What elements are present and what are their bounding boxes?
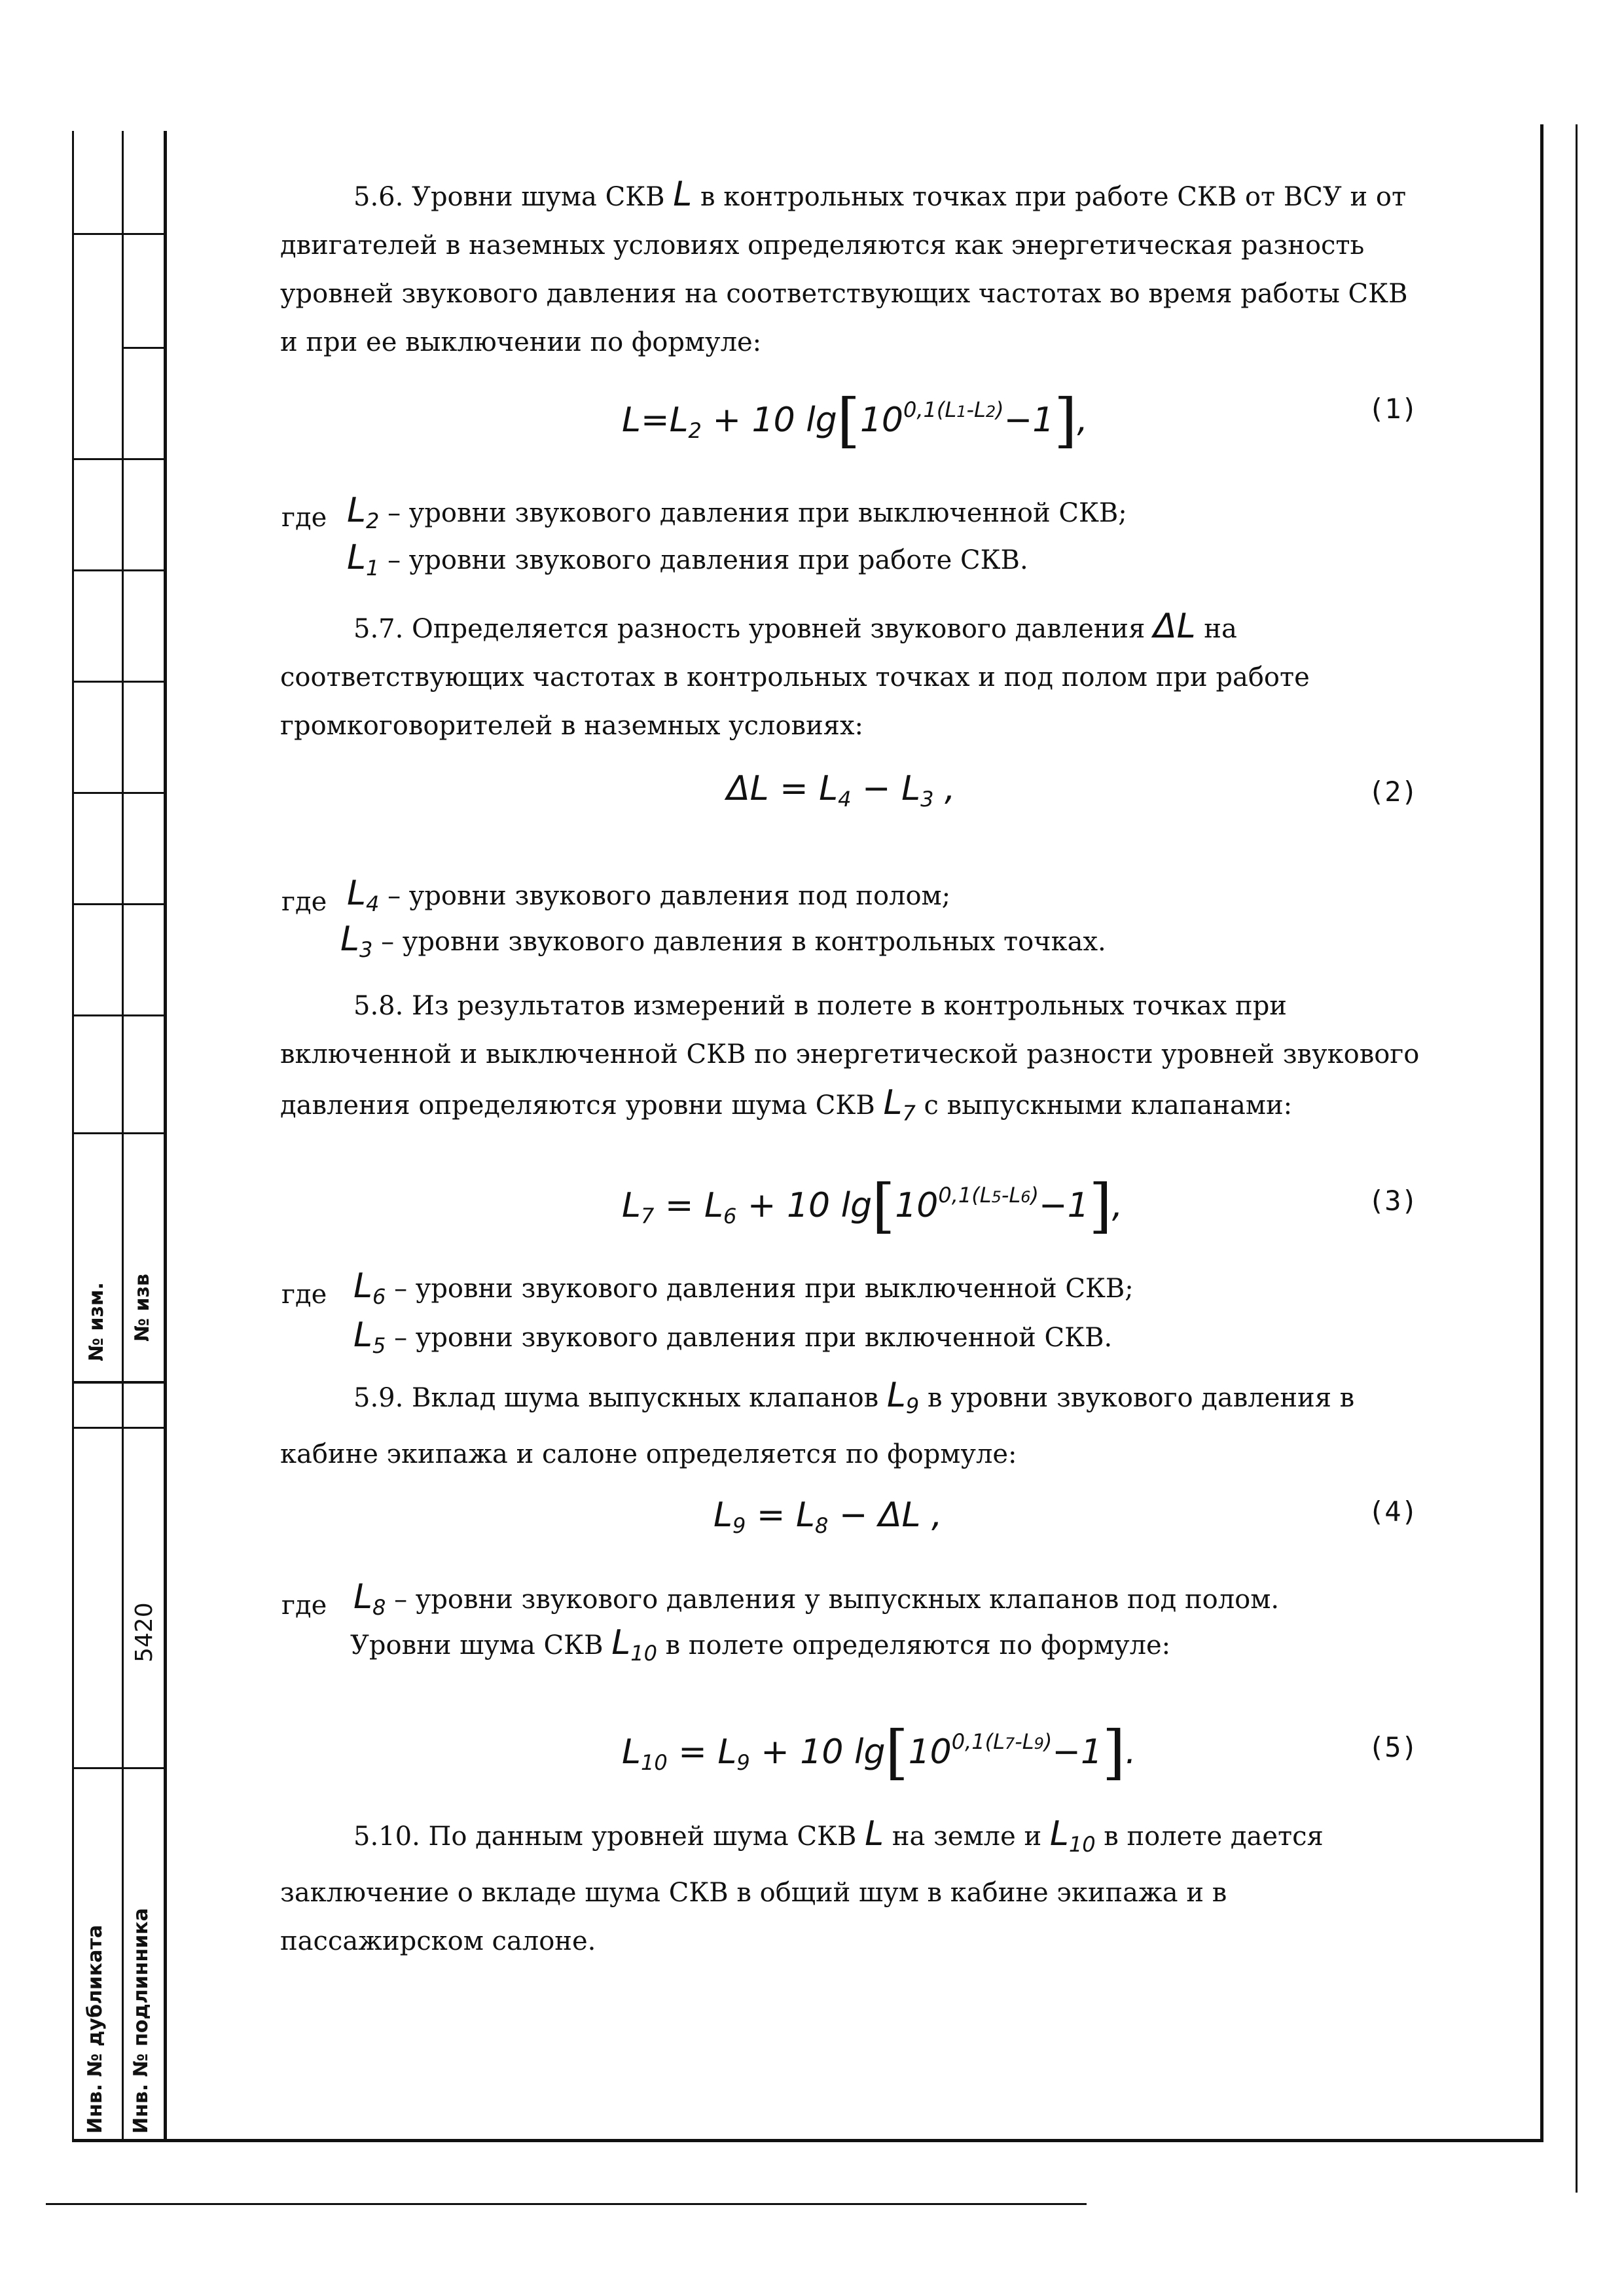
p59-text-start: 5.9. Вклад шума выпускных клапанов xyxy=(353,1383,879,1413)
f1-bracket-open: [ xyxy=(837,386,860,455)
w3b-sym: L xyxy=(353,1316,372,1355)
f5-exp-end: ) xyxy=(1043,1729,1053,1754)
formula-5 xyxy=(622,1718,1136,1787)
where-row-4a xyxy=(353,1577,1279,1620)
f2-end: , xyxy=(933,769,956,808)
formula-3 xyxy=(622,1172,1123,1240)
w3a-sub: 6 xyxy=(372,1284,386,1309)
w3b-sub: 5 xyxy=(372,1333,386,1358)
where-label-4: где xyxy=(281,1590,327,1621)
w2b-sym: L xyxy=(340,920,359,959)
w1b-sym: L xyxy=(347,538,366,577)
paragraph-5-9-continued xyxy=(350,1623,1170,1666)
f4-a-sub: 8 xyxy=(814,1513,829,1538)
w2a-sub: 4 xyxy=(365,891,380,916)
stamp-rule xyxy=(72,1014,164,1016)
f5-minus-one: −1 xyxy=(1052,1732,1103,1772)
f5-exp-sub2: 9 xyxy=(1034,1734,1044,1753)
f5-exponent xyxy=(952,1729,1053,1754)
f1-exp-sub2: 2 xyxy=(985,403,996,421)
stamp-rule xyxy=(122,347,164,349)
symbol-delta-L: ΔL xyxy=(1153,607,1196,646)
stamp-rule xyxy=(72,681,164,683)
stamp-rule xyxy=(72,903,164,905)
equation-number-1: (1) xyxy=(1368,393,1418,425)
w3a-sym: L xyxy=(353,1266,372,1306)
f3-exponent xyxy=(938,1183,1039,1208)
paragraph-5-9 xyxy=(280,1371,1432,1479)
f3-lhs-sub: 7 xyxy=(640,1204,655,1229)
f5-exp-mid: -L xyxy=(1015,1729,1034,1754)
f1-bracket-close: ] xyxy=(1054,386,1077,455)
equation-number-3: (3) xyxy=(1368,1185,1418,1217)
p510-text-end: в полете дается заключение о вкладе шума СКВ в общий шум в кабине экипажа и в пассажирском салоне. xyxy=(280,1821,1324,1956)
symbol-L7: L xyxy=(883,1083,903,1122)
f5-eq: = L xyxy=(667,1732,737,1772)
paragraph-5-7 xyxy=(280,602,1432,750)
f1-minus-one: −1 xyxy=(1003,401,1055,440)
frame-left-main xyxy=(164,131,167,2140)
p58-text-start: 5.8. Из результатов измерений в полете в контрольных точках при включенной и выключенной СКВ по энергетической разности уровней звукового давления определяются уровни шума СКВ xyxy=(280,991,1420,1121)
where-row-1a xyxy=(347,491,1127,533)
w2b-sub: 3 xyxy=(359,937,373,962)
f2-mid: − L xyxy=(851,769,921,808)
where-label-2: где xyxy=(281,887,327,917)
formula-4 xyxy=(713,1496,943,1538)
equation-number-2: (2) xyxy=(1368,776,1418,808)
symbol-L10: L xyxy=(611,1623,631,1662)
p58-text-end: с выпускными клапанами: xyxy=(924,1090,1293,1121)
f5-a-sub: 9 xyxy=(736,1750,750,1775)
w4a-text: – уровни звукового давления у выпускных клапанов под полом. xyxy=(394,1585,1280,1615)
f3-exp-sub1: 5 xyxy=(991,1188,1001,1206)
symbol-L10-sub: 10 xyxy=(1068,1832,1096,1857)
stamp-podl-number: 5420 xyxy=(131,1602,158,1662)
f4-rest: − ΔL , xyxy=(828,1496,943,1535)
where-row-3a xyxy=(353,1266,1134,1309)
w4a-sub: 8 xyxy=(372,1595,386,1620)
w1a-sym: L xyxy=(347,491,366,530)
f5-exp-start: 0,1(L xyxy=(951,1729,1005,1754)
f1-exponent xyxy=(903,397,1004,422)
symbol-L: L xyxy=(865,1814,884,1854)
stamp-label-podl: Инв. № подлинника xyxy=(130,1908,153,2134)
where-row-2b xyxy=(340,920,1106,962)
f1-exp-end: ) xyxy=(996,397,1004,422)
f4-lhs-sub: 9 xyxy=(732,1513,746,1538)
w2b-text: – уровни звукового давления в контрольных точках. xyxy=(381,927,1106,957)
f4-eq: = L xyxy=(746,1496,815,1535)
f3-exp-sub2: 6 xyxy=(1020,1188,1031,1206)
stamp-rule xyxy=(72,458,164,460)
f3-exp-start: 0,1(L xyxy=(938,1183,992,1208)
f3-exp-end: ) xyxy=(1030,1183,1039,1208)
p56-text-end: в контрольных точках при работе СКВ от ВСУ и от двигателей в наземных условиях определяются как энергетическая разность уровней звукового давления на соответствующих частотах во время работы СКВ и при ее выключении по формуле: xyxy=(280,182,1408,357)
f4-lhs: L xyxy=(713,1496,732,1535)
w1a-text: – уровни звукового давления при выключенной СКВ; xyxy=(388,498,1127,528)
f1-lhs: L xyxy=(622,401,641,440)
f3-eq: = L xyxy=(654,1186,723,1225)
w2a-text: – уровни звукового давления под полом; xyxy=(388,881,951,911)
symbol-L10-sub: 10 xyxy=(630,1641,657,1666)
stamp-label-izv: № изв xyxy=(131,1274,154,1342)
f5-lg: + 10 lg xyxy=(749,1732,886,1772)
f1-exp-mid: -L xyxy=(966,397,986,422)
f3-lhs: L xyxy=(622,1186,641,1225)
p59-text-end: в уровни звукового давления в кабине экипажа и салоне определяется по формуле: xyxy=(280,1383,1355,1469)
where-label-1: где xyxy=(281,503,327,533)
f3-lg: + 10 lg xyxy=(736,1186,873,1225)
f1-exp-start: 0,1(L xyxy=(903,397,957,422)
w2a-sym: L xyxy=(347,874,366,913)
f1-exp-sub1: 1 xyxy=(956,403,967,421)
frame-left-mid xyxy=(122,131,124,2140)
where-row-2a xyxy=(347,874,950,916)
page-bottom-rule xyxy=(46,2203,1087,2205)
f3-base: 10 xyxy=(895,1186,939,1225)
f1-a-sub: 2 xyxy=(688,418,702,443)
w3a-text: – уровни звукового давления при выключенной СКВ; xyxy=(394,1274,1134,1304)
stamp-label-dubl: Инв. № дубликата xyxy=(84,1924,107,2134)
p59b-text-end: в полете определяются по формуле: xyxy=(665,1630,1171,1660)
w1b-text: – уровни звукового давления при работе СКВ. xyxy=(388,545,1028,575)
symbol-L9-sub: 9 xyxy=(905,1393,920,1418)
f5-exp-sub1: 7 xyxy=(1004,1734,1015,1753)
paragraph-5-6 xyxy=(280,170,1432,367)
f3-minus-one: −1 xyxy=(1039,1186,1089,1225)
f1-lg: 10 lg xyxy=(751,401,837,440)
stamp-rule xyxy=(72,233,164,235)
stamp-rule xyxy=(72,569,164,571)
p510-text-start: 5.10. По данным уровней шума СКВ xyxy=(353,1821,857,1852)
f2-sub2: 3 xyxy=(920,787,934,812)
equation-number-4: (4) xyxy=(1368,1496,1418,1528)
f5-bracket-close: ] xyxy=(1102,1718,1126,1787)
f2-start: ΔL = L xyxy=(727,769,839,808)
formula-2 xyxy=(727,769,956,812)
w3b-text: – уровни звукового давления при включенной СКВ. xyxy=(394,1323,1113,1353)
symbol-L10: L xyxy=(1049,1814,1069,1854)
symbol-L9: L xyxy=(886,1376,906,1415)
frame-right-outer xyxy=(1576,124,1578,2193)
stamp-rule xyxy=(72,1132,164,1134)
f3-end: , xyxy=(1111,1186,1123,1225)
f5-base: 10 xyxy=(908,1732,952,1772)
f1-eq: = xyxy=(640,401,670,440)
p57-text-end: на соответствующих частотах в контрольных точках и под полом при работе громкоговорителей в наземных условиях: xyxy=(280,614,1310,741)
symbol-L: L xyxy=(673,175,693,214)
f1-base: 10 xyxy=(859,401,903,440)
p510-text-mid: на земле и xyxy=(892,1821,1042,1852)
f2-sub1: 4 xyxy=(838,787,852,812)
stamp-rule xyxy=(72,1427,164,1429)
f5-lhs-sub: 10 xyxy=(640,1750,668,1775)
stamp-rule xyxy=(72,1381,164,1384)
f3-exp-mid: -L xyxy=(1001,1183,1021,1208)
f5-end: . xyxy=(1125,1732,1136,1772)
stamp-rule xyxy=(72,1767,164,1769)
w1b-sub: 1 xyxy=(365,556,380,581)
where-label-3: где xyxy=(281,1280,327,1310)
equation-number-5: (5) xyxy=(1368,1731,1418,1763)
f3-bracket-close: ] xyxy=(1089,1172,1112,1240)
frame-right xyxy=(1540,124,1543,2140)
paragraph-5-10 xyxy=(280,1810,1432,1965)
f1-plus: + xyxy=(712,401,742,440)
p56-text-start: 5.6. Уровни шума СКВ xyxy=(353,182,665,212)
symbol-L7-sub: 7 xyxy=(902,1101,916,1126)
f3-bracket-open: [ xyxy=(872,1172,895,1240)
p59b-text-start: Уровни шума СКВ xyxy=(350,1630,604,1660)
where-row-3b xyxy=(353,1316,1112,1358)
where-row-1b xyxy=(347,538,1028,581)
formula-1 xyxy=(622,386,1088,455)
frame-left-outer xyxy=(72,131,74,2140)
f1-end: , xyxy=(1077,401,1088,440)
stamp-label-izm: № изм. xyxy=(85,1282,108,1361)
f3-a-sub: 6 xyxy=(723,1204,737,1229)
p57-text-start: 5.7. Определяется разность уровней звукового давления xyxy=(353,614,1146,644)
f5-lhs: L xyxy=(622,1732,641,1772)
f5-bracket-open: [ xyxy=(885,1718,909,1787)
f1-a: L xyxy=(669,401,689,440)
stamp-rule xyxy=(72,792,164,794)
w4a-sym: L xyxy=(353,1577,372,1617)
paragraph-5-8 xyxy=(280,982,1432,1138)
frame-bottom xyxy=(72,2139,1543,2142)
w1a-sub: 2 xyxy=(365,509,380,533)
